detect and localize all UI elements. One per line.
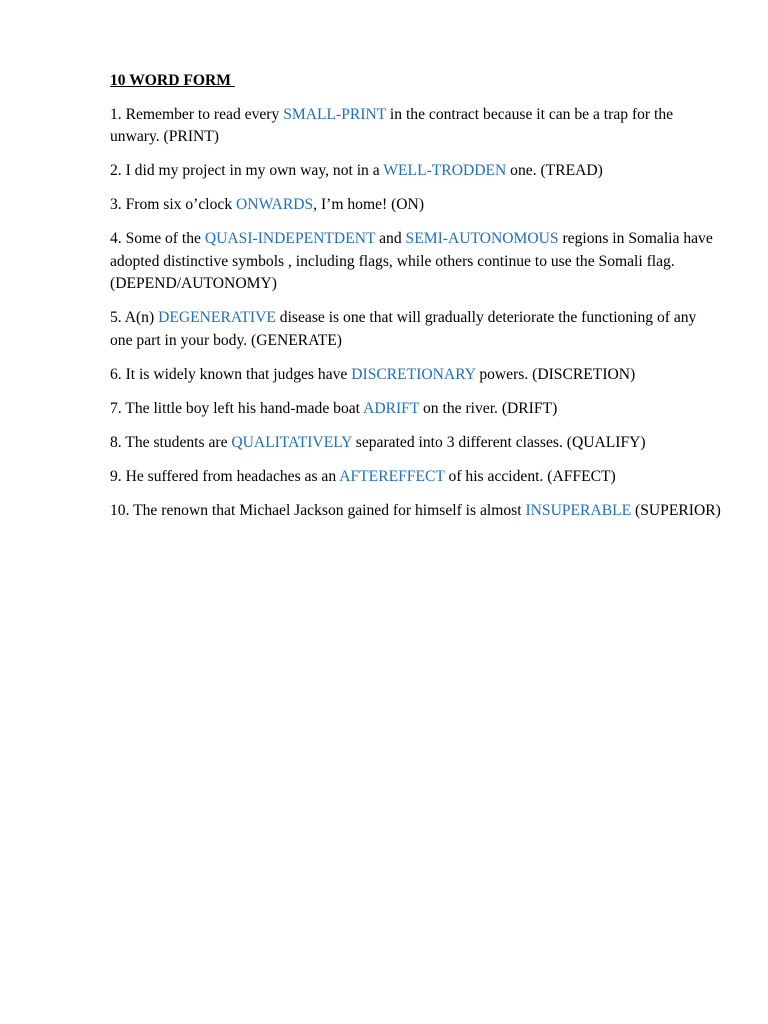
sentence-text: disease is one that will gradually deteriorate the functioning of any one part in your body. (GENERATE) [110,309,697,349]
sentence-text: on the river. (DRIFT) [419,399,558,417]
sentence-text: 1. Remember to read every [110,105,284,123]
exercise-item-3 [110,194,722,217]
document-title: 10 WORD FORM [110,72,235,89]
sentence-text: (SUPERIOR) [631,501,721,519]
sentence-text: 8. The students are [110,433,232,451]
answer-word: QUASI-INDEPENTDENT [204,230,376,247]
sentence-text: 6. It is widely known that judges have [110,365,352,383]
sentence-text: 2. I did my project in my own way, not in a [110,162,384,179]
answer-word: SMALL-PRINT [283,105,387,123]
sentence-text: of his accident. (AFFECT) [444,467,616,485]
exercise-item-1 [110,104,722,149]
answer-word: AFTEREFFECT [339,467,445,485]
sentence-text: powers. (DISCRETION) [475,365,636,383]
exercise-item-4 [110,228,722,296]
sentence-text: 7. The little boy left his hand-made boat [110,399,364,417]
answer-word: ADRIFT [363,399,420,417]
exercise-item-10 [110,500,722,523]
sentence-text: 3. From six o’clock [110,196,237,213]
exercise-item-8 [110,432,722,455]
exercise-item-9 [110,466,722,489]
answer-word: QUALITATIVELY [231,433,352,451]
answer-word: INSUPERABLE [525,501,632,519]
sentence-text: 10. The renown that Michael Jackson gained for himself is almost [110,501,526,519]
sentence-text: 4. Some of the [110,230,205,247]
answer-word: SEMI-AUTONOMOUS [405,230,559,247]
sentence-text: separated into 3 different classes. (QUALIFY) [351,433,646,451]
exercise-item-7 [110,398,722,421]
sentence-text: one. (TREAD) [506,162,603,179]
answer-word: ONWARDS [236,196,314,213]
answer-word: DEGENERATIVE [158,309,276,326]
sentence-text: 9. He suffered from headaches as an [110,467,340,485]
exercise-item-5 [110,307,722,352]
exercise-item-2 [110,160,722,183]
sentence-text: , I’m home! (ON) [313,196,425,213]
document-page [110,70,722,534]
sentence-text: 5. A(n) [110,309,159,326]
sentence-text: regions in Somalia have adopted distinctive symbols , including flags, while others continue to use the Somali flag. (DEPEND/AUTONOMY) [110,230,713,292]
answer-word: WELL-TRODDEN [383,162,507,179]
sentence-text: in the contract because it can be a trap for the unwary. (PRINT) [110,105,674,145]
exercise-item-6 [110,364,722,387]
answer-word: DISCRETIONARY [351,365,476,383]
sentence-text: and [375,230,406,247]
